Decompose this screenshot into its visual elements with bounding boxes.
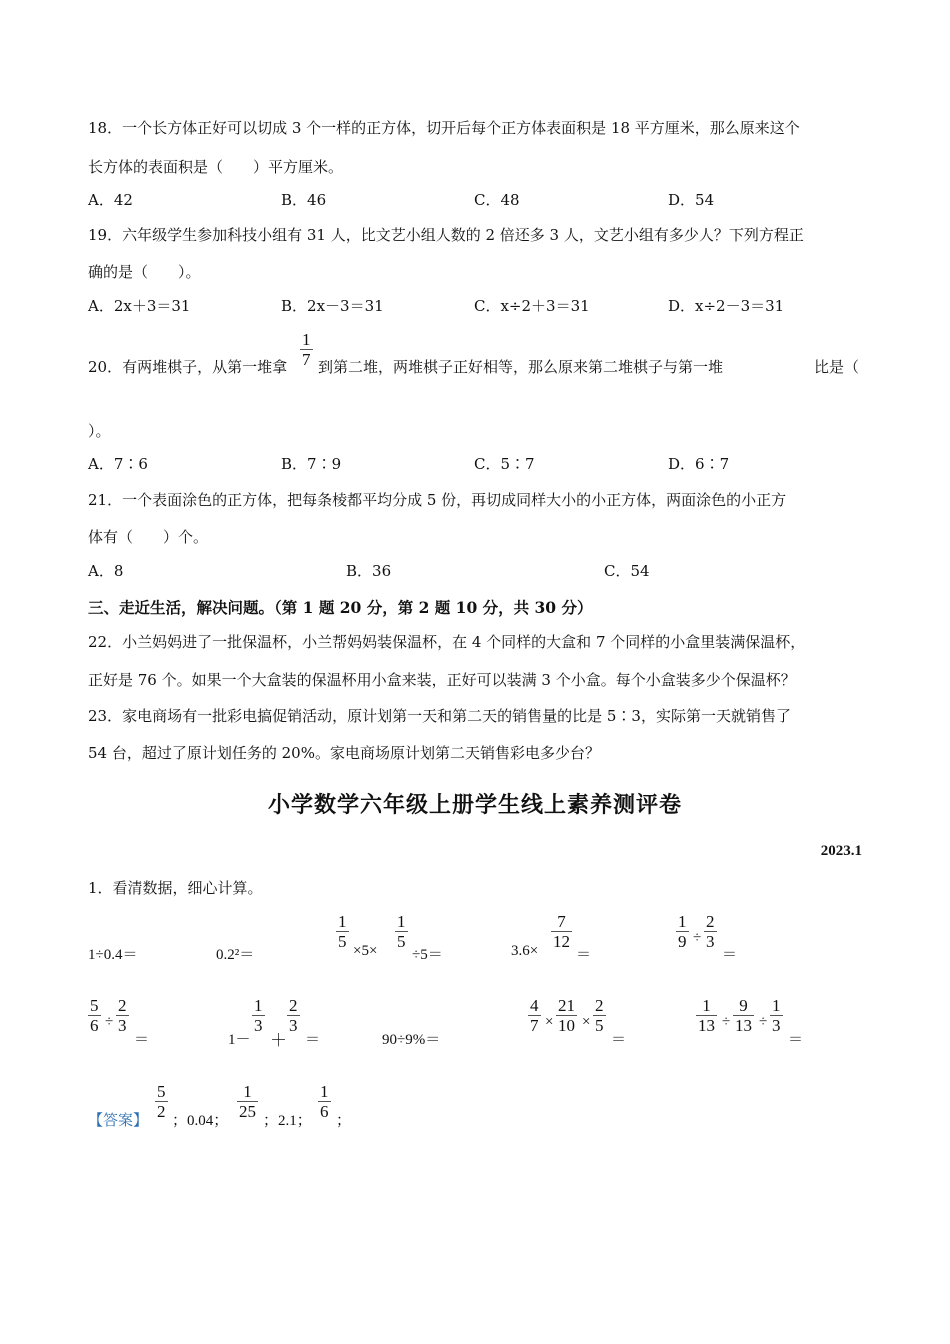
q18-option-c: C．48 [474,191,520,209]
answer-sep3: ； [336,1113,352,1129]
q19-option-c: C．x÷2＋3＝31 [474,297,590,315]
q20-fraction-numerator: 1 [302,330,311,349]
calc-r2-e2-tail: ＝ [305,1032,321,1048]
q20-fraction [300,330,313,369]
q19-option-a: A．2x＋3＝31 [88,297,191,315]
calc-r2-e4-op1: × [545,1014,554,1030]
calc-r1-e4-pre: 3.6× [511,943,539,959]
q20-option-d: D．6∶7 [668,455,730,473]
calc-r2-e4-frac1 [528,996,541,1035]
answer-frac3 [318,1082,331,1121]
denominator: 6 [320,1102,329,1121]
q22-line1: 22．小兰妈妈进了一批保温杯，小兰帮妈妈装保温杯，在 4 个同样的大盒和 7 个同样的小盒里装满保温杯， [88,633,806,651]
answer-frac2 [237,1082,258,1121]
numerator: 9 [739,996,748,1015]
calc-r1-e5-op: ÷ [693,930,702,946]
denominator: 5 [338,932,347,951]
denominator: 5 [397,932,406,951]
calc-r1-e3-tail: ÷5＝ [412,947,443,963]
calc-r2-e5-frac2 [733,996,754,1035]
numerator: 5 [157,1082,166,1101]
numerator: 1 [772,996,781,1015]
calc-r1-e2: 0.2²＝ [216,947,255,963]
q21-option-c: C．54 [604,562,650,580]
calc-r2-e5-op1: ÷ [722,1014,731,1030]
numerator: 2 [118,996,127,1015]
q21-line1: 21．一个表面涂色的正方体，把每条棱都平均分成 5 份，再切成同样大小的小正方体，两面涂色的小正方 [88,491,787,509]
calc-r1-e3-op: ×5× [353,943,378,959]
numerator: 1 [254,996,263,1015]
denominator: 5 [595,1016,604,1035]
calc-r1-e3-frac2 [395,912,408,951]
q20-option-c: C．5∶7 [474,455,535,473]
denominator: 25 [239,1102,256,1121]
denominator: 7 [530,1016,539,1035]
calc-r1-e5-frac1 [676,912,689,951]
calc-r2-e1-tail: ＝ [134,1032,150,1048]
q22-line2: 正好是 76 个。如果一个大盒装的保温杯用小盒来装，正好可以装满 3 个小盒。每个小盒装多少个保温杯？ [88,671,796,689]
numerator: 2 [706,912,715,931]
calc-r2-e2-frac2 [287,996,300,1035]
exam-date: 2023.1 [820,843,862,859]
page-title: 小学数学六年级上册学生线上素养测评卷 [267,792,682,818]
calc-r1-e1: 1÷0.4＝ [88,947,138,963]
q20-part3: 比是（ [814,358,860,376]
q20-part1: 20．有两堆棋子，从第一堆拿 [88,358,288,376]
numerator: 2 [289,996,298,1015]
q18-line2: 长方体的表面积是（ ）平方厘米。 [88,158,344,176]
q19-line2: 确的是（ ）。 [88,263,201,281]
q21-option-a: A．8 [88,562,124,580]
q21-line2: 体有（ ）个。 [88,528,209,546]
denominator: 3 [289,1016,298,1035]
calc-r1-e5-frac2 [704,912,717,951]
numerator: 1 [397,912,406,931]
answer-sep2: ；2.1； [263,1113,312,1129]
denominator: 6 [90,1016,99,1035]
q18-option-b: B．46 [281,191,327,209]
numerator: 4 [530,996,539,1015]
numerator: 2 [595,996,604,1015]
numerator: 7 [557,912,566,931]
calc-r2-e2-op: ＋ [270,1031,287,1050]
numerator: 21 [558,996,575,1015]
calc-r1-e4-tail: ＝ [576,947,592,963]
q23-line2: 54 台，超过了原计划任务的 20%。家电商场原计划第二天销售彩电多少台？ [88,744,600,762]
q19-option-b: B．2x－3＝31 [281,297,384,315]
calc-r2-e5-frac3 [770,996,783,1035]
q20-option-a: A．7∶6 [88,455,148,473]
numerator: 1 [243,1082,252,1101]
section-3-heading: 三、走近生活，解决问题。（第 1 题 20 分，第 2 题 10 分，共 30 分） [88,598,593,617]
calc-r1-e3-frac1 [336,912,349,951]
denominator: 3 [118,1016,127,1035]
answer-label: 【答案】 [88,1113,149,1129]
q18-option-a: A．42 [88,191,133,209]
answer-sep1: ；0.04； [172,1113,229,1129]
calc-r2-e2-frac1 [252,996,265,1035]
q20-part2: 到第二堆，两堆棋子正好相等，那么原来第二堆棋子与第一堆 [318,358,724,376]
q20-line2: ）。 [88,422,111,440]
calc-r2-e4-frac3 [593,996,606,1035]
calc-r2-e4-frac2 [556,996,577,1035]
denominator: 10 [558,1016,575,1035]
answer-frac1 [155,1082,168,1121]
denominator: 3 [254,1016,263,1035]
q19-option-d: D．x÷2－3＝31 [668,297,785,315]
calc-r2-e4-tail: ＝ [611,1032,627,1048]
denominator: 3 [772,1016,781,1035]
calc-r2-e1-frac1 [88,996,101,1035]
calc-r2-e4-op2: × [582,1014,591,1030]
numerator: 5 [90,996,99,1015]
q21-option-b: B．36 [346,562,392,580]
calc-r2-e1-frac2 [116,996,129,1035]
calc-r2-e2-pre: 1－ [228,1032,251,1048]
calc-r1-e4-frac [551,912,572,951]
q20-fraction-denominator: 7 [302,350,311,369]
calc-r2-e5-frac1 [696,996,717,1035]
calc-r2-e5-op2: ÷ [759,1014,768,1030]
numerator: 1 [678,912,687,931]
calc-r1-e5-tail: ＝ [722,947,738,963]
denominator: 9 [678,932,687,951]
denominator: 12 [553,932,570,951]
denominator: 13 [698,1016,715,1035]
calc-r2-e1-op: ÷ [105,1014,114,1030]
q20-option-b: B．7∶9 [281,455,342,473]
calc-r2-e3: 90÷9%＝ [382,1032,441,1048]
q23-line1: 23．家电商场有一批彩电搞促销活动，原计划第一天和第二天的销售量的比是 5∶3，实际第一天就销售了 [88,707,791,725]
q19-line1: 19．六年级学生参加科技小组有 31 人，比文艺小组人数的 2 倍还多 3 人，文艺小组有多少人？下列方程正 [88,226,804,244]
numerator: 1 [320,1082,329,1101]
q18-option-d: D．54 [668,191,715,209]
calc-r2-e5-tail: ＝ [788,1032,804,1048]
denominator: 3 [706,932,715,951]
q18-line1: 18．一个长方体正好可以切成 3 个一样的正方体，切开后每个正方体表面积是 18 平方厘米，那么原来这个 [88,119,800,137]
denominator: 13 [735,1016,752,1035]
numerator: 1 [338,912,347,931]
denominator: 2 [157,1102,166,1121]
numerator: 1 [702,996,711,1015]
q1-prompt: 1．看清数据，细心计算。 [88,879,263,897]
